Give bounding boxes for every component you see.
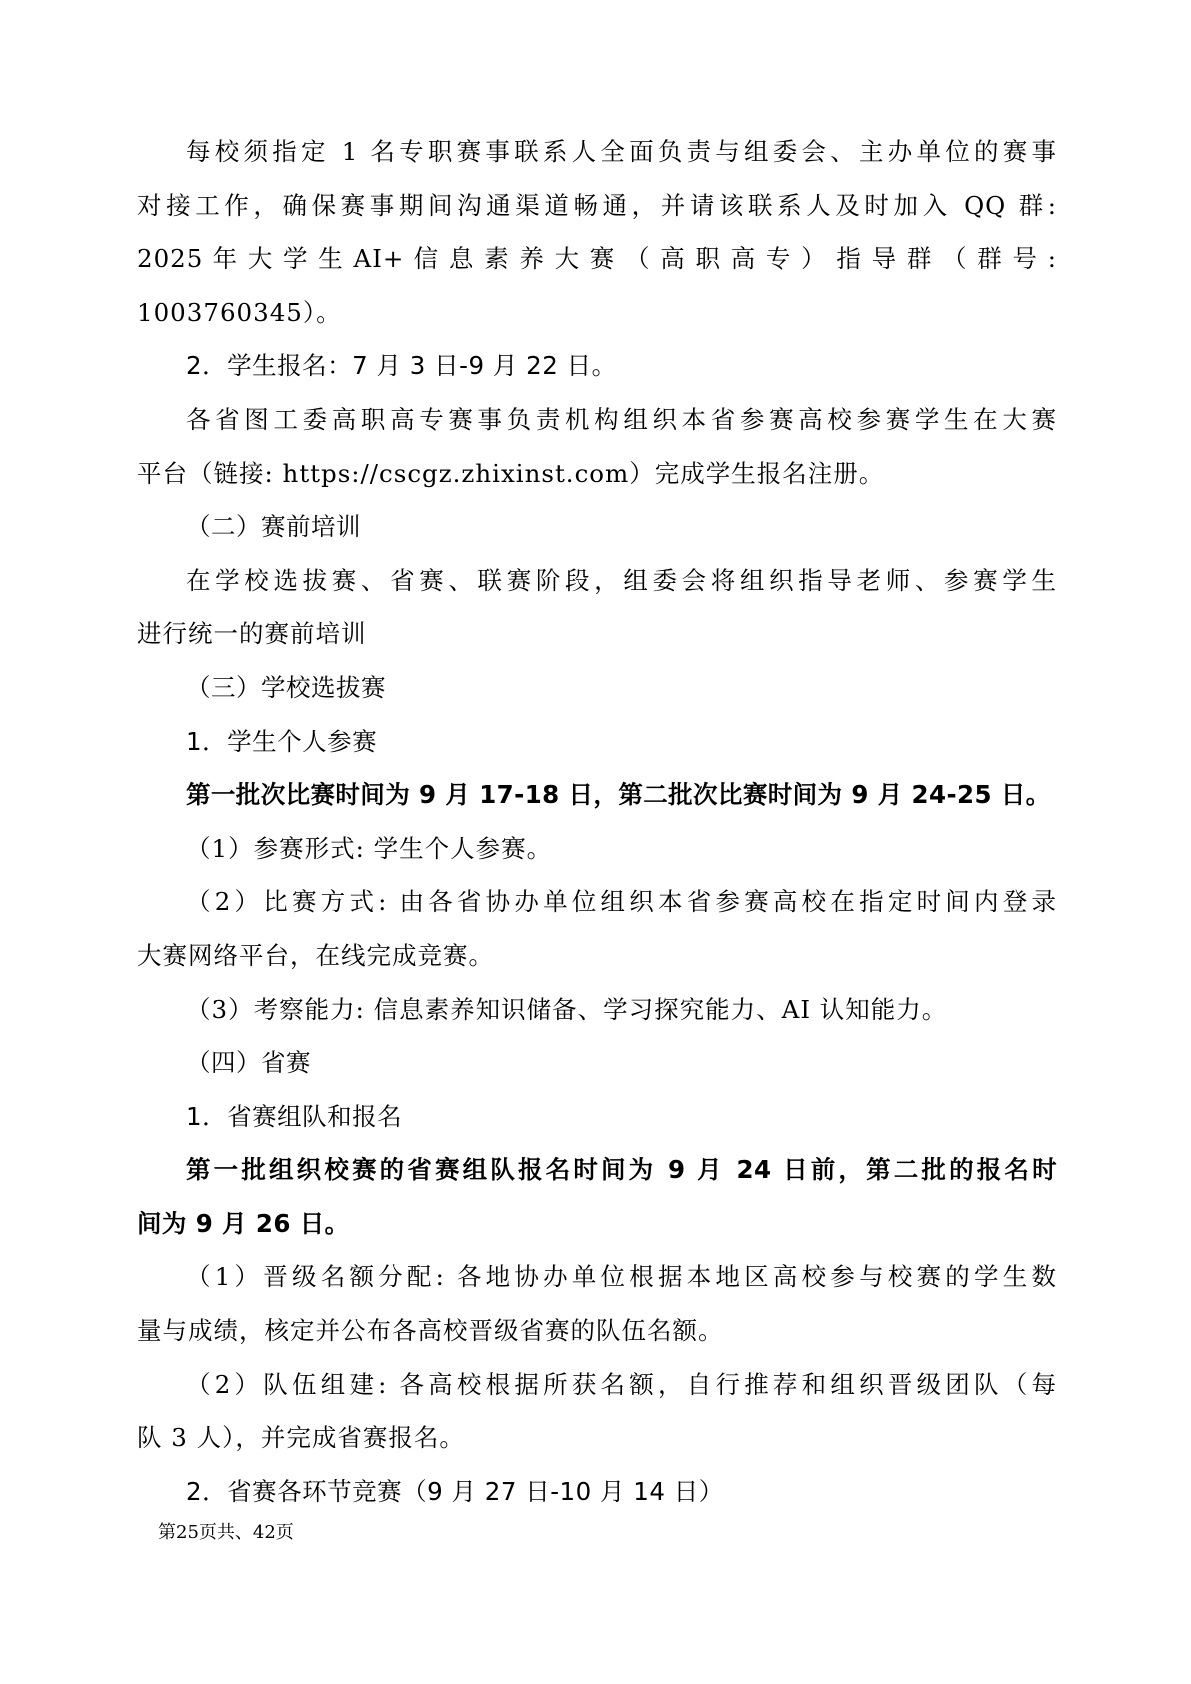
provincial-stages-heading: 2．省赛各环节竞赛（9 月 27 日-10 月 14 日） — [186, 1476, 724, 1506]
registration-line-2: 平台（链接: https://cscgz.zhixinst.com）完成学生报名注册。 — [137, 458, 885, 488]
team-schedule-line-1: 第一批组织校赛的省赛组队报名时间为 9 月 24 日前，第二批的报名时 — [186, 1155, 1057, 1185]
school-selection-heading: （三）学校选拔赛 — [186, 672, 386, 702]
team-build-line-1: （2）队伍组建: 各高校根据所获名额，自行推荐和组织晋级团队（每 — [186, 1369, 1057, 1399]
team-build-line-2: 队 3 人），并完成省赛报名。 — [137, 1423, 465, 1453]
student-registration-heading: 2．学生报名：7 月 3 日-9 月 22 日。 — [186, 351, 617, 381]
training-line-1: 在学校选拔赛、省赛、联赛阶段，组委会将组织指导老师、参赛学生 — [186, 565, 1057, 595]
training-heading: （二）赛前培训 — [186, 512, 361, 542]
quota-line-1: （1）晋级名额分配: 各地协办单位根据本地区高校参与校赛的学生数 — [186, 1262, 1057, 1292]
individual-heading: 1．学生个人参赛 — [186, 726, 378, 756]
individual-ability: （3）考察能力: 信息素养知识储备、学习探究能力、AI 认知能力。 — [186, 994, 948, 1024]
registration-line-1: 各省图工委高职高专赛事负责机构组织本省参赛高校参赛学生在大赛 — [186, 404, 1057, 434]
quota-line-2: 量与成绩，核定并公布各高校晋级省赛的队伍名额。 — [137, 1316, 724, 1346]
team-schedule-line-2: 间为 9 月 26 日。 — [137, 1208, 350, 1238]
contact-line-4: 1003760345）。 — [137, 297, 342, 327]
team-registration-heading: 1．省赛组队和报名 — [186, 1101, 403, 1131]
provincial-heading: （四）省赛 — [186, 1048, 311, 1078]
document-body — [137, 125, 1057, 1518]
page-number: 第25页共、42页 — [158, 1522, 294, 1543]
individual-schedule: 第一批次比赛时间为 9 月 17-18 日，第二批次比赛时间为 9 月 24-25 日。 — [186, 780, 1051, 810]
contact-line-2: 对接工作，确保赛事期间沟通渠道畅通，并请该联系人及时加入 QQ 群: — [137, 190, 1057, 220]
training-line-2: 进行统一的赛前培训 — [137, 619, 367, 649]
contact-line-1: 每校须指定 1 名专职赛事联系人全面负责与组委会、主办单位的赛事 — [186, 137, 1057, 166]
contact-line-3: 2025 年 大 学 生 AI+ 信 息 素 养 大 赛 （ 高 职 高 专 ） 指 导 群 （ 群 号 : — [137, 244, 1057, 274]
individual-format: （1）参赛形式: 学生个人参赛。 — [186, 833, 553, 863]
individual-method-line-2: 大赛网络平台，在线完成竞赛。 — [137, 940, 494, 970]
individual-method-line-1: （2）比赛方式: 由各省协办单位组织本省参赛高校在指定时间内登录 — [186, 887, 1057, 917]
